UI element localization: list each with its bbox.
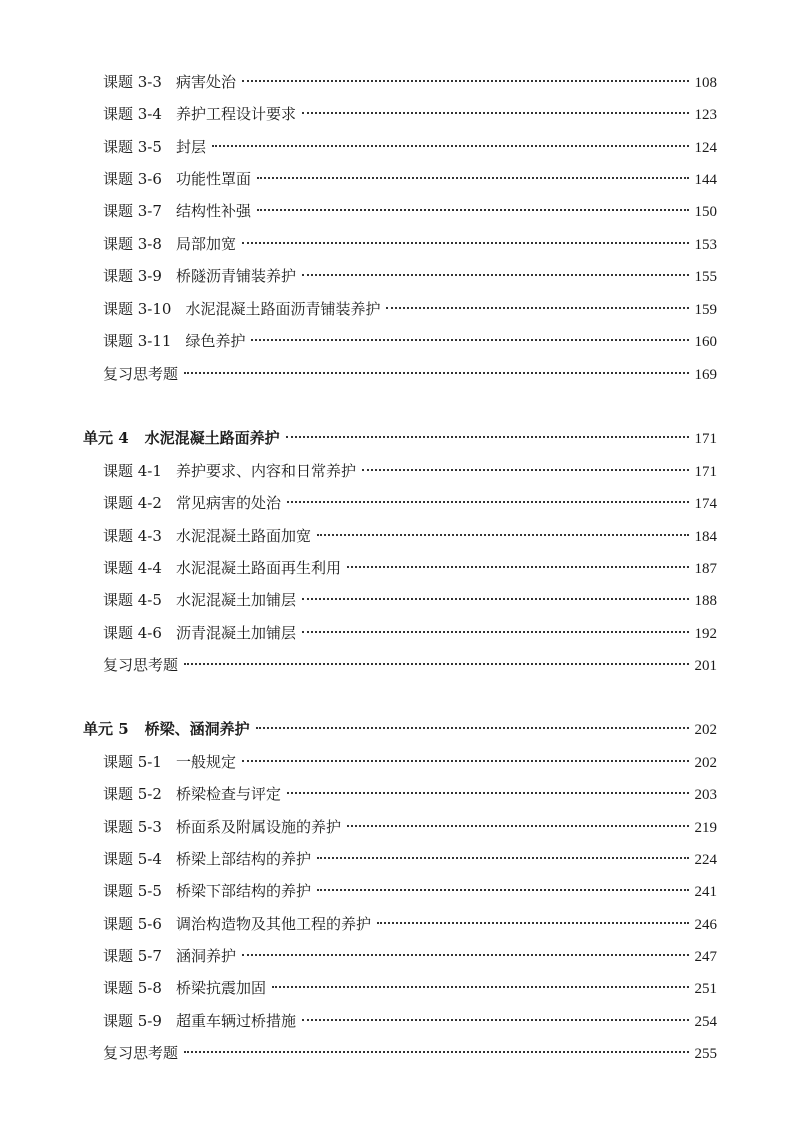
lesson-title: 养护工程设计要求: [175, 105, 296, 123]
review-title: 复习思考题: [103, 1044, 179, 1062]
page-number: 224: [694, 852, 717, 868]
toc-entry-unit4-review[interactable]: [103, 653, 717, 677]
lesson-code: 课题 5-2: [103, 785, 162, 803]
page-number: 246: [694, 917, 717, 933]
dot-leader: [184, 663, 688, 665]
lesson-title: 调治构造物及其他工程的养护: [175, 915, 371, 933]
page-number: 123: [694, 107, 717, 123]
dot-leader: [256, 727, 689, 729]
page-number: 171: [694, 464, 717, 480]
lesson-code: 课题 5-5: [103, 882, 162, 900]
dot-leader: [317, 857, 689, 859]
page-number: 187: [694, 561, 717, 577]
page-number: 160: [694, 334, 717, 350]
lesson-code: 课题 5-7: [103, 947, 162, 965]
lesson-title: 沥青混凝土加铺层: [175, 624, 296, 642]
dot-leader: [317, 889, 689, 891]
unit-code: 单元 4: [83, 429, 129, 447]
dot-leader: [184, 372, 688, 374]
toc-entry-4-1[interactable]: [103, 459, 717, 483]
dot-leader: [242, 80, 689, 82]
toc-entry-unit3-review[interactable]: [103, 362, 717, 386]
lesson-code: 课题 3-11: [103, 332, 172, 350]
review-title: 复习思考题: [103, 656, 179, 674]
page-number: 171: [694, 431, 717, 447]
dot-leader: [251, 339, 688, 341]
page-number: 219: [694, 820, 717, 836]
toc-entry-5-2[interactable]: [103, 782, 717, 806]
lesson-title: 养护要求、内容和日常养护: [175, 462, 356, 480]
page-number: 184: [694, 529, 717, 545]
lesson-code: 课题 5-4: [103, 850, 162, 868]
lesson-title: 水泥混凝土路面沥青铺装养护: [185, 300, 381, 318]
page-number: 108: [694, 75, 717, 91]
dot-leader: [242, 242, 689, 244]
dot-leader: [287, 501, 689, 503]
page-number: 251: [694, 981, 717, 997]
lesson-title: 功能性罩面: [175, 170, 251, 188]
lesson-title: 水泥混凝土加铺层: [175, 591, 296, 609]
lesson-title: 桥梁上部结构的养护: [175, 850, 311, 868]
lesson-title: 水泥混凝土路面再生利用: [175, 559, 341, 577]
lesson-code: 课题 4-3: [103, 527, 162, 545]
page-number: 203: [694, 787, 717, 803]
dot-leader: [362, 469, 689, 471]
toc-entry-5-4[interactable]: [103, 847, 717, 871]
dot-leader: [317, 534, 689, 536]
page-number: 192: [694, 626, 717, 642]
toc-entry-4-2[interactable]: [103, 491, 717, 515]
toc-entry-4-4[interactable]: [103, 556, 717, 580]
toc-entry-3-6[interactable]: [103, 167, 717, 191]
lesson-title: 局部加宽: [175, 235, 236, 253]
toc-entry-4-6[interactable]: [103, 621, 717, 645]
lesson-title: 结构性补强: [175, 202, 251, 220]
dot-leader: [386, 307, 688, 309]
lesson-code: 课题 4-4: [103, 559, 162, 577]
lesson-code: 课题 4-2: [103, 494, 162, 512]
lesson-title: 涵洞养护: [175, 947, 236, 965]
toc-entry-5-9[interactable]: [103, 1009, 717, 1033]
lesson-code: 课题 4-1: [103, 462, 162, 480]
page-number: 155: [694, 269, 717, 285]
lesson-title: 桥隧沥青铺装养护: [175, 267, 296, 285]
dot-leader: [377, 922, 689, 924]
unit-code: 单元 5: [83, 720, 129, 738]
toc-entry-5-5[interactable]: [103, 879, 717, 903]
lesson-code: 课题 3-6: [103, 170, 162, 188]
toc-entry-3-4[interactable]: [103, 102, 717, 126]
dot-leader: [302, 631, 689, 633]
toc-entry-3-3[interactable]: [103, 70, 717, 94]
toc-entry-3-11[interactable]: [103, 329, 717, 353]
lesson-code: 课题 3-7: [103, 202, 162, 220]
toc-unit-4[interactable]: [83, 426, 717, 450]
toc-entry-4-5[interactable]: [103, 588, 717, 612]
dot-leader: [347, 566, 689, 568]
toc-entry-3-7[interactable]: [103, 199, 717, 223]
lesson-title: 病害处治: [175, 73, 236, 91]
toc-entry-unit5-review[interactable]: [103, 1041, 717, 1065]
toc-entry-5-3[interactable]: [103, 815, 717, 839]
toc-unit-5[interactable]: [83, 717, 717, 741]
page-number: 153: [694, 237, 717, 253]
page-number: 202: [694, 722, 717, 738]
lesson-title: 桥梁抗震加固: [175, 979, 266, 997]
dot-leader: [257, 177, 689, 179]
dot-leader: [242, 760, 689, 762]
lesson-title: 一般规定: [175, 753, 236, 771]
lesson-title: 超重车辆过桥措施: [175, 1012, 296, 1030]
dot-leader: [347, 825, 689, 827]
lesson-title: 桥梁下部结构的养护: [175, 882, 311, 900]
toc-entry-4-3[interactable]: [103, 524, 717, 548]
page-number: 254: [694, 1014, 717, 1030]
toc-entry-5-7[interactable]: [103, 944, 717, 968]
toc-entry-3-8[interactable]: [103, 232, 717, 256]
page-number: 169: [694, 367, 717, 383]
lesson-code: 课题 3-5: [103, 138, 162, 156]
lesson-code: 课题 4-6: [103, 624, 162, 642]
dot-leader: [287, 792, 689, 794]
lesson-title: 桥梁检查与评定: [175, 785, 281, 803]
lesson-code: 课题 4-5: [103, 591, 162, 609]
page-number: 159: [694, 302, 717, 318]
page-number: 124: [694, 140, 717, 156]
dot-leader: [302, 112, 689, 114]
lesson-title: 绿色养护: [185, 332, 246, 350]
lesson-code: 课题 3-8: [103, 235, 162, 253]
dot-leader: [302, 274, 689, 276]
page-number: 201: [694, 658, 717, 674]
page-number: 255: [694, 1046, 717, 1062]
toc-entry-5-1[interactable]: [103, 750, 717, 774]
lesson-code: 课题 5-1: [103, 753, 162, 771]
page-number: 202: [694, 755, 717, 771]
dot-leader: [212, 145, 689, 147]
lesson-title: 桥面系及附属设施的养护: [175, 818, 341, 836]
dot-leader: [242, 954, 689, 956]
dot-leader: [302, 598, 689, 600]
toc-entry-3-10[interactable]: [103, 297, 717, 321]
page-number: 188: [694, 593, 717, 609]
dot-leader: [184, 1051, 688, 1053]
lesson-title: 常见病害的处治: [175, 494, 281, 512]
page-number: 144: [694, 172, 717, 188]
dot-leader: [257, 209, 689, 211]
dot-leader: [272, 986, 689, 988]
lesson-code: 课题 5-9: [103, 1012, 162, 1030]
toc-entry-3-9[interactable]: [103, 264, 717, 288]
lesson-code: 课题 3-9: [103, 267, 162, 285]
lesson-code: 课题 5-3: [103, 818, 162, 836]
dot-leader: [286, 436, 689, 438]
toc-entry-3-5[interactable]: [103, 135, 717, 159]
page-number: 241: [694, 884, 717, 900]
lesson-code: 课题 3-3: [103, 73, 162, 91]
review-title: 复习思考题: [103, 365, 179, 383]
lesson-code: 课题 5-8: [103, 979, 162, 997]
lesson-code: 课题 3-10: [103, 300, 172, 318]
toc-entry-5-6[interactable]: [103, 912, 717, 936]
lesson-code: 课题 3-4: [103, 105, 162, 123]
page-number: 247: [694, 949, 717, 965]
toc-entry-5-8[interactable]: [103, 976, 717, 1000]
lesson-title: 封层: [175, 138, 206, 156]
unit-title: 水泥混凝土路面养护: [144, 429, 280, 447]
dot-leader: [302, 1019, 689, 1021]
page-number: 150: [694, 204, 717, 220]
unit-title: 桥梁、涵洞养护: [144, 720, 250, 738]
lesson-code: 课题 5-6: [103, 915, 162, 933]
page-number: 174: [694, 496, 717, 512]
lesson-title: 水泥混凝土路面加宽: [175, 527, 311, 545]
